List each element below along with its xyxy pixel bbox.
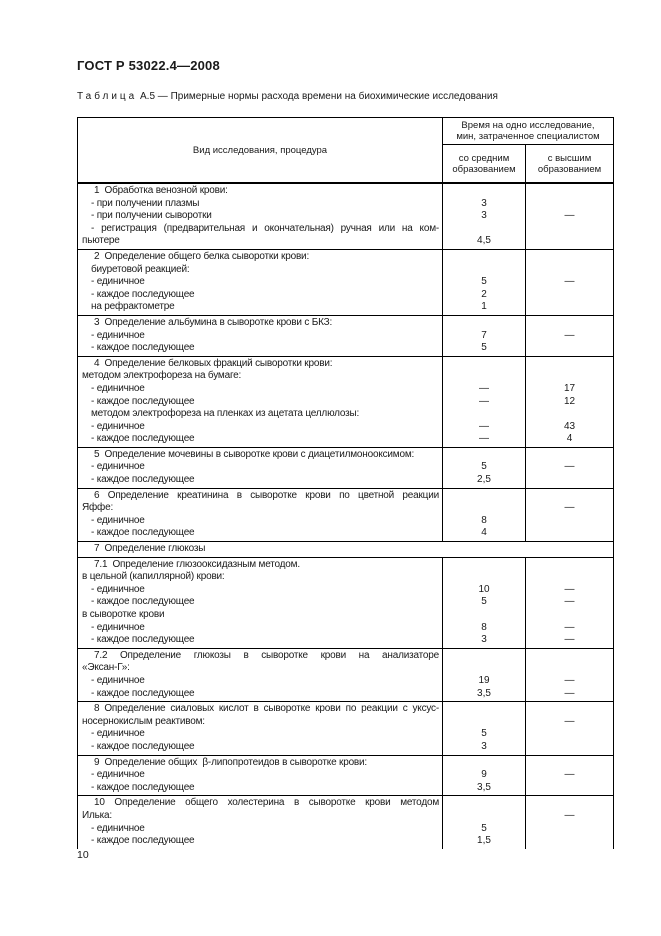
time-value-high bbox=[526, 797, 613, 810]
time-mid-cell bbox=[443, 316, 526, 356]
procedure-cell bbox=[78, 649, 443, 701]
procedure-line: 5 Определение мочевины в сыворотке крови с диацетилмонооксимом: bbox=[94, 448, 415, 460]
procedure-cell bbox=[78, 489, 443, 541]
time-mid-cell bbox=[443, 357, 526, 447]
procedure-line: 7.2 Определение глюкозы в сыворотке крови на анализаторе bbox=[94, 649, 439, 661]
procedure-line: - единичное bbox=[91, 420, 145, 432]
time-value-high: — bbox=[564, 461, 575, 473]
time-value-mid: 10 bbox=[478, 583, 490, 595]
time-high-cell bbox=[526, 489, 613, 541]
time-value-high: — bbox=[564, 210, 575, 222]
time-mid-cell bbox=[443, 649, 526, 701]
time-value-high bbox=[526, 358, 613, 371]
table-caption-label: Таблица bbox=[77, 91, 138, 102]
procedure-line: - единичное bbox=[91, 461, 145, 473]
table-row-group bbox=[78, 701, 613, 754]
time-value-high bbox=[526, 782, 613, 795]
procedure-line: в сыворотке крови bbox=[82, 609, 165, 620]
table-caption-dash: — bbox=[157, 91, 168, 102]
time-value-high bbox=[526, 301, 613, 314]
time-value-mid: 2 bbox=[481, 288, 487, 300]
time-value-high bbox=[526, 342, 613, 355]
time-high-cell bbox=[526, 184, 613, 249]
procedure-line: 4 Определение белковых фракций сыворотки крови: bbox=[94, 357, 333, 369]
time-value-mid: 8 bbox=[481, 621, 487, 633]
procedure-line: 9 Определение общих β-липопротеидов в сыворотке крови: bbox=[94, 756, 368, 768]
time-value-mid bbox=[443, 650, 525, 663]
time-value-high bbox=[526, 251, 613, 264]
procedure-cell bbox=[78, 184, 443, 249]
time-value-high: — bbox=[564, 769, 575, 781]
time-value-mid bbox=[443, 662, 525, 675]
time-high-cell bbox=[526, 448, 613, 488]
time-value-mid bbox=[443, 703, 525, 716]
procedure-cell bbox=[78, 796, 443, 848]
time-value-high: 43 bbox=[563, 420, 576, 432]
procedure-line: - каждое последующее bbox=[91, 395, 195, 407]
time-value-mid: 5 bbox=[481, 461, 487, 473]
time-value-mid: 7 bbox=[481, 329, 487, 341]
procedure-line: - при получении сыворотки bbox=[91, 210, 212, 222]
time-value-high bbox=[526, 185, 613, 198]
time-value-mid: 3,5 bbox=[477, 781, 491, 793]
table-row-group bbox=[78, 648, 613, 701]
table-section-row bbox=[78, 541, 613, 557]
time-value-mid bbox=[443, 317, 525, 330]
procedure-line: - единичное bbox=[91, 329, 145, 341]
time-value-high bbox=[526, 571, 613, 584]
header-time-span-label: Время на одно исследование, мин, затраченное специалистом bbox=[443, 118, 613, 145]
time-value-mid: 3,5 bbox=[477, 687, 491, 699]
table-row-group bbox=[78, 356, 613, 447]
time-value-mid: 9 bbox=[481, 769, 487, 781]
time-value-mid bbox=[443, 757, 525, 770]
procedure-cell bbox=[78, 448, 443, 488]
time-value-high bbox=[526, 728, 613, 741]
time-value-high bbox=[526, 559, 613, 572]
time-value-mid: 1 bbox=[481, 301, 487, 313]
table-caption-text: Примерные нормы расхода времени на биохимические исследования bbox=[170, 91, 498, 102]
procedure-line: - каждое последующее bbox=[91, 342, 195, 354]
procedure-line: 7 Определение глюкозы bbox=[94, 543, 206, 555]
table-caption bbox=[77, 91, 498, 102]
time-value-mid: 5 bbox=[481, 596, 487, 608]
procedure-line: 8 Определение сиаловых кислот в сыворотке крови по реакции с уксус- bbox=[94, 703, 439, 715]
procedure-line: 2 Определение общего белка сыворотки крови: bbox=[94, 250, 310, 262]
time-value-high bbox=[526, 408, 613, 421]
doc-title: ГОСТ Р 53022.4—2008 bbox=[77, 58, 220, 73]
time-high-cell bbox=[526, 357, 613, 447]
time-value-high: — bbox=[564, 596, 575, 608]
procedure-cell bbox=[78, 558, 443, 648]
procedure-line: «Эксан-Г»: bbox=[82, 662, 130, 674]
time-value-high bbox=[526, 235, 613, 248]
procedure-line: - каждое последующее bbox=[91, 596, 195, 608]
procedure-cell bbox=[78, 756, 443, 796]
procedure-line: - каждое последующее bbox=[91, 781, 195, 793]
time-value-mid bbox=[443, 264, 525, 277]
time-value-mid: 1,5 bbox=[477, 835, 491, 847]
procedure-line: - каждое последующее bbox=[91, 433, 195, 445]
procedure-line: - единичное bbox=[91, 822, 145, 834]
procedure-line: - каждое последующее bbox=[91, 288, 195, 300]
procedure-line: - каждое последующее bbox=[91, 835, 195, 847]
time-mid-cell bbox=[443, 702, 526, 754]
procedure-line: - единичное bbox=[91, 674, 145, 686]
procedure-line: пьютере bbox=[82, 235, 120, 247]
time-mid-cell bbox=[443, 558, 526, 648]
time-value-high bbox=[526, 515, 613, 528]
time-value-high: — bbox=[564, 276, 575, 288]
table-row-group bbox=[78, 315, 613, 356]
time-value-mid: 5 bbox=[481, 728, 487, 740]
time-high-cell bbox=[526, 316, 613, 356]
time-value-high: — bbox=[564, 687, 575, 699]
procedure-line: биуретовой реакцией: bbox=[91, 263, 190, 275]
time-value-high: — bbox=[564, 715, 575, 727]
procedure-line: - единичное bbox=[91, 382, 145, 394]
table-row-group bbox=[78, 447, 613, 488]
time-value-mid: 4 bbox=[481, 527, 487, 539]
time-value-mid bbox=[443, 609, 525, 622]
time-value-high bbox=[526, 223, 613, 236]
time-value-high: — bbox=[564, 621, 575, 633]
time-value-mid bbox=[443, 370, 525, 383]
time-high-cell bbox=[526, 250, 613, 315]
time-value-mid: 2,5 bbox=[477, 474, 491, 486]
table-header bbox=[78, 118, 613, 184]
time-value-mid: 8 bbox=[481, 514, 487, 526]
table-row-group bbox=[78, 488, 613, 541]
header-high-education-label: с высшим образованием bbox=[537, 152, 602, 175]
procedure-line: - единичное bbox=[91, 514, 145, 526]
time-value-mid: 3 bbox=[481, 634, 487, 646]
time-value-mid bbox=[443, 408, 525, 421]
time-value-high bbox=[526, 662, 613, 675]
time-value-high: — bbox=[564, 809, 575, 821]
time-value-high: — bbox=[564, 634, 575, 646]
procedure-line: - при получении плазмы bbox=[91, 197, 200, 209]
time-value-mid bbox=[443, 797, 525, 810]
time-value-high bbox=[526, 317, 613, 330]
table-row-group bbox=[78, 249, 613, 315]
time-value-high: 12 bbox=[563, 395, 576, 407]
time-mid-cell bbox=[443, 250, 526, 315]
time-value-high: — bbox=[564, 502, 575, 514]
procedure-line: на рефрактометре bbox=[91, 301, 175, 313]
time-value-mid: 3 bbox=[481, 210, 487, 222]
time-value-mid: 3 bbox=[481, 197, 487, 209]
procedure-line: - каждое последующее bbox=[91, 634, 195, 646]
time-value-mid bbox=[443, 185, 525, 198]
procedure-line: - единичное bbox=[91, 583, 145, 595]
time-value-high bbox=[526, 757, 613, 770]
time-high-cell bbox=[526, 796, 613, 848]
time-value-mid bbox=[443, 559, 525, 572]
time-value-mid bbox=[443, 810, 525, 823]
procedure-line: 7.1 Определение глюзооксидазным методом. bbox=[94, 558, 300, 570]
time-value-mid: 19 bbox=[478, 674, 490, 686]
time-value-mid bbox=[443, 358, 525, 371]
time-value-mid: 5 bbox=[481, 276, 487, 288]
procedure-line: 6 Определение креатинина в сыворотке крови по цветной реакции bbox=[94, 489, 439, 501]
time-value-mid: 5 bbox=[481, 822, 487, 834]
procedure-line: - регистрация (предварительная и окончательная) ручная или на ком- bbox=[91, 222, 439, 234]
procedure-cell bbox=[78, 702, 443, 754]
time-value-high bbox=[526, 289, 613, 302]
header-procedure-label: Вид исследования, процедура bbox=[78, 118, 443, 182]
time-value-high bbox=[526, 823, 613, 836]
time-value-high bbox=[526, 650, 613, 663]
time-value-mid bbox=[443, 449, 525, 462]
procedure-line: носернокислым реактивом: bbox=[82, 715, 205, 727]
page-number: 10 bbox=[77, 849, 89, 861]
procedure-line: - единичное bbox=[91, 769, 145, 781]
table-row-group bbox=[78, 557, 613, 648]
time-value-high bbox=[526, 703, 613, 716]
time-value-mid: — bbox=[479, 433, 489, 445]
procedure-line: методом электрофореза на пленках из ацетата целлюлозы: bbox=[91, 408, 360, 420]
time-value-high: 17 bbox=[563, 382, 576, 394]
time-value-mid bbox=[443, 571, 525, 584]
table-body bbox=[78, 184, 613, 849]
time-value-mid bbox=[443, 502, 525, 515]
procedure-line: - единичное bbox=[91, 276, 145, 288]
procedure-line: 10 Определение общего холестерина в сыворотке крови методом bbox=[94, 797, 439, 809]
procedure-line: в цельной (капиллярной) крови: bbox=[82, 571, 225, 583]
procedure-line: - каждое последующее bbox=[91, 687, 195, 699]
time-value-mid: — bbox=[479, 382, 489, 394]
time-value-high bbox=[526, 741, 613, 754]
time-value-mid bbox=[443, 251, 525, 264]
time-value-mid: 3 bbox=[481, 740, 487, 752]
time-value-mid: — bbox=[479, 420, 489, 432]
table-row-group bbox=[78, 755, 613, 796]
time-value-high bbox=[526, 490, 613, 503]
time-value-high bbox=[526, 198, 613, 211]
time-value-mid: 4,5 bbox=[477, 235, 491, 247]
time-high-cell bbox=[526, 702, 613, 754]
data-table bbox=[77, 117, 614, 849]
procedure-line: - единичное bbox=[91, 728, 145, 740]
table-caption-number: А.5 bbox=[140, 91, 156, 102]
time-value-high: — bbox=[564, 674, 575, 686]
header-mid-education-label: со средним образованием bbox=[443, 145, 526, 182]
procedure-line: - каждое последующее bbox=[91, 527, 195, 539]
procedure-line: - каждое последующее bbox=[91, 474, 195, 486]
time-high-cell bbox=[526, 558, 613, 648]
time-value-high: — bbox=[564, 583, 575, 595]
procedure-line: - каждое последующее bbox=[91, 740, 195, 752]
procedure-line: методом электрофореза на бумаге: bbox=[82, 370, 242, 382]
time-mid-cell bbox=[443, 489, 526, 541]
time-value-mid bbox=[443, 223, 525, 236]
time-mid-cell bbox=[443, 756, 526, 796]
time-mid-cell bbox=[443, 448, 526, 488]
table-row-group bbox=[78, 795, 613, 848]
time-value-mid: 5 bbox=[481, 342, 487, 354]
time-value-high bbox=[526, 449, 613, 462]
time-value-high: — bbox=[564, 329, 575, 341]
time-mid-cell bbox=[443, 796, 526, 848]
time-value-high: 4 bbox=[566, 433, 573, 445]
procedure-line: - единичное bbox=[91, 621, 145, 633]
table-row-group bbox=[78, 184, 613, 249]
procedure-cell bbox=[78, 542, 613, 557]
procedure-cell bbox=[78, 357, 443, 447]
time-value-mid: — bbox=[479, 395, 489, 407]
time-value-high bbox=[526, 370, 613, 383]
time-value-high bbox=[526, 835, 613, 848]
procedure-cell bbox=[78, 250, 443, 315]
procedure-cell bbox=[78, 316, 443, 356]
procedure-line: 3 Определение альбумина в сыворотке крови с БКЗ: bbox=[94, 316, 333, 328]
time-mid-cell bbox=[443, 184, 526, 249]
time-value-mid bbox=[443, 490, 525, 503]
time-high-cell bbox=[526, 649, 613, 701]
time-value-high bbox=[526, 264, 613, 277]
time-value-high bbox=[526, 527, 613, 540]
procedure-line: Яффе: bbox=[82, 502, 114, 514]
time-high-cell bbox=[526, 756, 613, 796]
time-value-high bbox=[526, 474, 613, 487]
procedure-line: Илька: bbox=[82, 809, 112, 821]
time-value-high bbox=[526, 609, 613, 622]
time-value-mid bbox=[443, 716, 525, 729]
procedure-line: 1 Обработка венозной крови: bbox=[94, 185, 228, 196]
